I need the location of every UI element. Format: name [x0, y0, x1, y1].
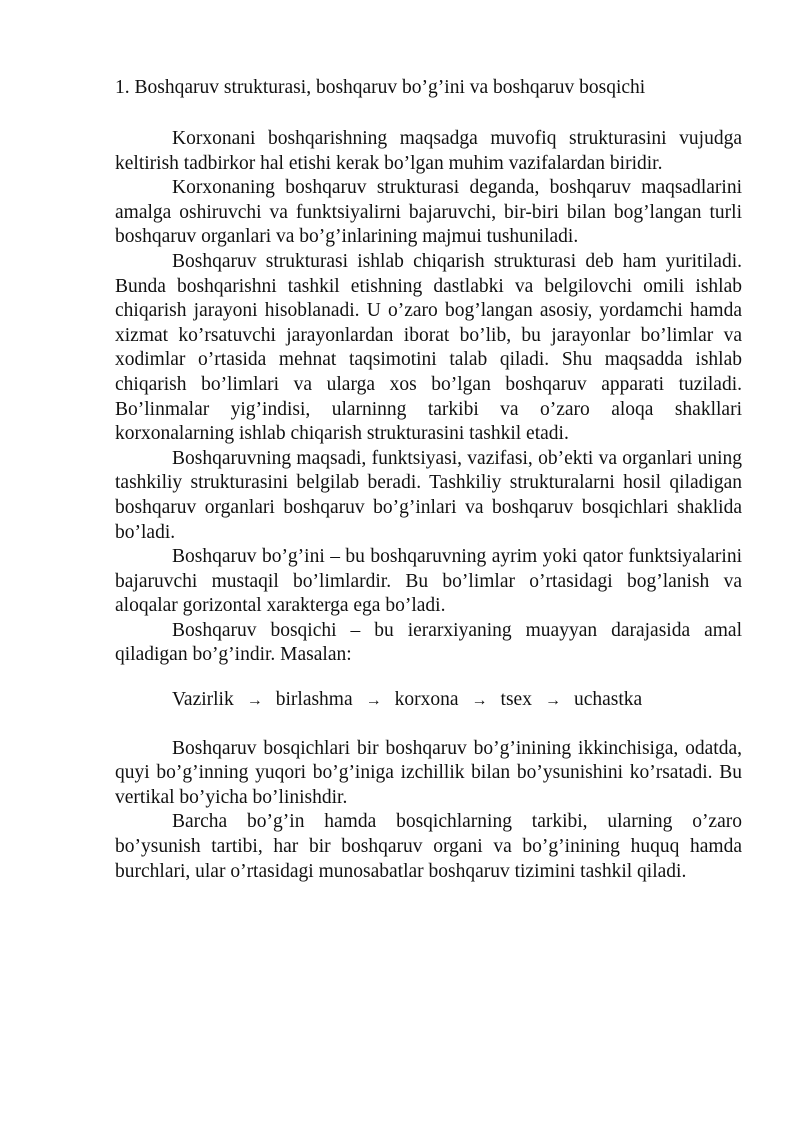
paragraph: Boshqaruvning maqsadi, funktsiyasi, vazifasi, ob’ekti va organlari uning tashkiliy strukturasini belgilab beradi. Tashkiliy strukturalarni hosil qiladigan boshqaruv organlari boshqaruv bo’g’inlari va boshqaruv bosqichlari shaklida bo’ladi.: [115, 447, 742, 543]
chain-item: birlashma: [275, 689, 353, 711]
right-arrow-icon: →: [544, 692, 561, 710]
hierarchy-chain: [115, 688, 742, 714]
paragraph: Barcha bo’g’in hamda bosqichlarning tarkibi, ularning o’zaro bo’ysunish tartibi, har bir boshqaruv organi va bo’g’inining huquq hamda burchlari, ular o’rtasidagi munosabatlar boshqaruv tizimini tashkil qiladi.: [115, 811, 742, 882]
section-heading: 1. Boshqaruv strukturasi, boshqaruv bo’g’ini va boshqaruv bosqichi: [115, 77, 646, 98]
right-arrow-icon: →: [365, 692, 382, 710]
paragraph: Korxonaning boshqaruv strukturasi deganda, boshqaruv maqsadlarini amalga oshiruvchi va funktsiyalirni bajaruvchi, bir-biri bilan bog’langan turli boshqaruv organlari va bo’g’inlarining majmui tushuniladi.: [115, 177, 742, 248]
right-arrow-icon: →: [246, 692, 263, 710]
right-arrow-icon: →: [471, 692, 488, 710]
chain-item: tsex: [500, 689, 532, 711]
paragraph: Boshqaruv bo’g’ini – bu boshqaruvning ayrim yoki qator funktsiyalarini bajaruvchi mustaqil bo’limlardir. Bu bo’limlar o’rtasidagi bog’lanish va aloqalar gorizontal xarakterga ega bo’ladi.: [115, 546, 742, 617]
chain-item: korxona: [394, 689, 459, 711]
chain-item: Vazirlik: [172, 689, 234, 711]
chain-item: uchastka: [573, 689, 643, 711]
document-body: [115, 127, 742, 884]
paragraph: Boshqaruv bosqichlari bir boshqaruv bo’g’inining ikkinchisiga, odatda, quyi bo’g’inning yuqori bo’g’iniga izchillik bilan bo’ysunishini ko’rsatadi. Bu vertikal bo’yicha bo’linishdir.: [115, 737, 742, 808]
paragraph: Boshqaruv strukturasi ishlab chiqarish strukturasi deb ham yuritiladi. Bunda boshqarishni tashkil etishning dastlabki va belgilovchi omili ishlab chiqarish jarayoni hisoblanadi. U o’zaro bog’langan asosiy, yordamchi hamda xizmat ko’rsatuvchi jarayonlardan iborat bo’lib, bu jarayonlar bo’limlar va xodimlar o’rtasida mehnat taqsimotini talab qiladi. Shu maqsadda ishlab chiqarish bo’limlari va ularga xos bo’lgan boshqaruv apparati tuziladi. Bo’linmalar yig’indisi, ularninng tarkibi va o’zaro aloqa shakllari korxonalarning ishlab chiqarish strukturasini tashkil etadi.: [115, 250, 742, 445]
paragraph: Boshqaruv bosqichi – bu ierarxiyaning muayyan darajasida amal qiladigan bo’g’indir. Masalan:: [115, 619, 742, 666]
paragraph: Korxonani boshqarishning maqsadga muvofiq strukturasini vujudga keltirish tadbirkor hal etishi kerak bo’lgan muhim vazifalardan biridir.: [115, 128, 742, 174]
